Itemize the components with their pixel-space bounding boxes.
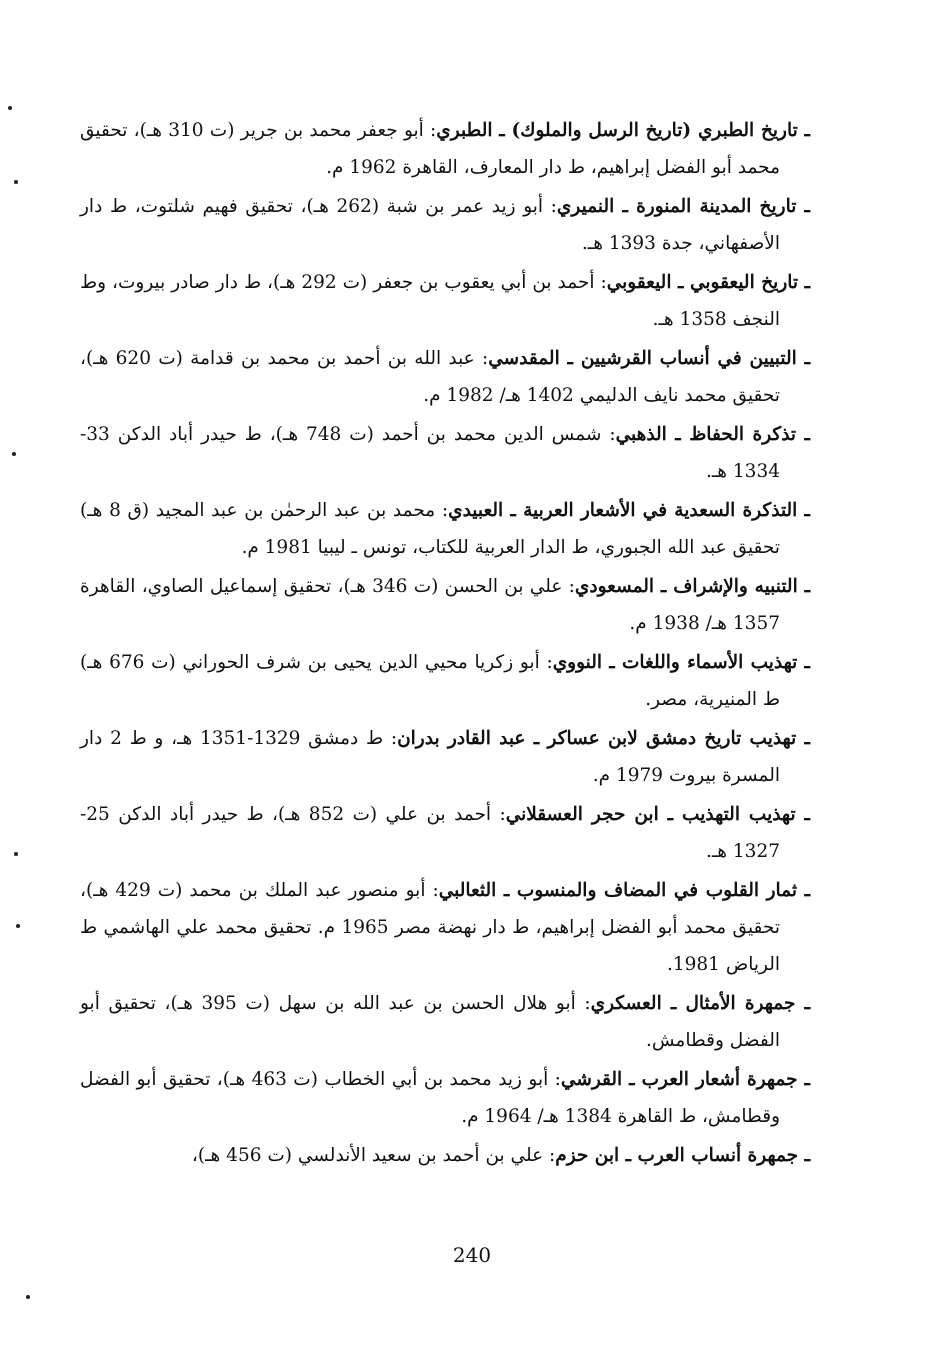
bibliography-entry: ـ تهذيب الأسماء واللغات ـ النووي: أبو زكريا محيي الدين يحيى بن شرف الحوراني (ت 676 هـ) ط المنيرية، مصر. bbox=[80, 652, 810, 710]
entry-title: جمهرة الأمثال bbox=[685, 993, 796, 1014]
page-number: 240 bbox=[452, 1243, 492, 1267]
entry-author: الطبري bbox=[436, 120, 493, 141]
bibliography-entry: ـ جمهرة الأمثال ـ العسكري: أبو هلال الحسن بن عبد الله بن سهل (ت 395 هـ)، تحقيق أبو الفضل وقطامش. bbox=[80, 993, 810, 1051]
entry-details: : شمس الدين محمد بن أحمد (ت 748 هـ)، ط حيدر أباد الدكن 33-1334 هـ. bbox=[80, 424, 780, 482]
bibliography-entry: ـ تاريخ المدينة المنورة ـ النميري: أبو زيد عمر بن شبة (262 هـ)، تحقيق فهيم شلتوت، ط دار الأصفهاني، جدة 1393 هـ. bbox=[80, 196, 810, 254]
bibliography-entry: ـ تهذيب التهذيب ـ ابن حجر العسقلاني: أحمد بن علي (ت 852 هـ)، ط حيدر أباد الدكن 25-1327 هـ. bbox=[80, 804, 810, 862]
entry-details: : أبو زيد عمر بن شبة (262 هـ)، تحقيق فهيم شلتوت، ط دار الأصفهاني، جدة 1393 هـ. bbox=[80, 196, 780, 254]
bibliography-entry: ـ جمهرة أنساب العرب ـ ابن حزم: علي بن أحمد بن سعيد الأندلسي (ت 456 هـ)، bbox=[191, 1145, 810, 1166]
entry-title: جمهرة أشعار العرب bbox=[641, 1069, 798, 1090]
entry-details: : ط دمشق 1329-1351 هـ، و ط 2 دار المسرة بيروت 1979 م. bbox=[80, 728, 780, 786]
scan-speck bbox=[16, 924, 20, 928]
entry-title: تاريخ الطبري (تاريخ الرسل والملوك) bbox=[511, 120, 798, 141]
entry-author: النميري bbox=[556, 196, 615, 217]
entry-author: ابن حزم bbox=[555, 1145, 620, 1166]
entry-author: المقدسي bbox=[488, 348, 560, 369]
bibliography-entry: ـ التذكرة السعدية في الأشعار العربية ـ العبيدي: محمد بن عبد الرحمٰن بن عبد المجيد (ق 8 هـ) تحقيق عبد الله الجبوري، ط الدار العربية للكتاب، تونس ـ ليبيا 1981 م. bbox=[80, 500, 810, 558]
scan-speck bbox=[12, 452, 16, 456]
entry-author: العبيدي bbox=[448, 500, 504, 521]
entry-details: : علي بن الحسن (ت 346 هـ)، تحقيق إسماعيل الصاوي، القاهرة 1357 هـ/ 1938 م. bbox=[80, 576, 780, 634]
entry-author: عبد القادر بدران bbox=[397, 728, 526, 749]
entry-author: المسعودي bbox=[574, 576, 655, 597]
entry-author: العسكري bbox=[590, 993, 662, 1014]
entry-title: تهذيب الأسماء واللغات bbox=[622, 652, 798, 673]
entry-title: تاريخ المدينة المنورة bbox=[636, 196, 797, 217]
entry-title: تهذيب التهذيب bbox=[682, 804, 796, 825]
entry-title: تاريخ اليعقوبي bbox=[689, 272, 799, 293]
entry-title: التنبيه والإشراف bbox=[673, 576, 798, 597]
entry-details: : علي بن أحمد بن سعيد الأندلسي (ت 456 هـ)، bbox=[191, 1145, 556, 1166]
entry-details: : أبو زيد محمد بن أبي الخطاب (ت 463 هـ)، تحقيق أبو الفضل وقطامش، ط القاهرة 1384 هـ/ 1964 م. bbox=[80, 1069, 780, 1127]
entry-details: : أبو منصور عبد الملك بن محمد (ت 429 هـ)، تحقيق محمد أبو الفضل إبراهيم، ط دار نهضة مصر 1965 م. تحقيق محمد علي الهاشمي ط الرياض 1981. bbox=[80, 880, 780, 975]
entry-author: الثعالبي bbox=[438, 880, 497, 901]
scan-speck bbox=[26, 1295, 30, 1299]
bibliography-entry: ـ التبيين في أنساب القرشيين ـ المقدسي: عبد الله بن أحمد بن محمد بن قدامة (ت 620 هـ)، تحقيق محمد نايف الدليمي 1402 هـ/ 1982 م. bbox=[80, 348, 811, 406]
bibliography-entry: ـ تهذيب تاريخ دمشق لابن عساكر ـ عبد القادر بدران: ط دمشق 1329-1351 هـ، و ط 2 دار المسرة بيروت 1979 م. bbox=[80, 728, 810, 786]
entry-details: : أحمد بن أبي يعقوب بن جعفر (ت 292 هـ)، ط دار صادر بيروت، وط النجف 1358 هـ. bbox=[80, 272, 780, 330]
scan-speck bbox=[14, 852, 18, 856]
entry-author: ابن حجر العسقلاني bbox=[505, 804, 659, 825]
entry-details: : أحمد بن علي (ت 852 هـ)، ط حيدر أباد الدكن 25-1327 هـ. bbox=[80, 804, 780, 862]
entry-author: النووي bbox=[552, 652, 603, 673]
entry-details: : محمد بن عبد الرحمٰن بن عبد المجيد (ق 8 هـ) تحقيق عبد الله الجبوري، ط الدار العربية للكتاب، تونس ـ ليبيا 1981 م. bbox=[80, 500, 780, 558]
bibliography-entry: ـ ثمار القلوب في المضاف والمنسوب ـ الثعالبي: أبو منصور عبد الملك بن محمد (ت 429 هـ)، تحقيق محمد أبو الفضل إبراهيم، ط دار نهضة مصر 1965 م. تحقيق محمد علي الهاشمي ط الرياض 1981. bbox=[80, 880, 810, 975]
entry-author: الذهبي bbox=[615, 424, 667, 445]
scan-speck bbox=[8, 106, 12, 110]
entry-title: تهذيب تاريخ دمشق لابن عساكر bbox=[547, 728, 797, 749]
entry-title: جمهرة أنساب العرب bbox=[637, 1145, 799, 1166]
bibliography-entry: ـ جمهرة أشعار العرب ـ القرشي: أبو زيد محمد بن أبي الخطاب (ت 463 هـ)، تحقيق أبو الفضل وقطامش، ط القاهرة 1384 هـ/ 1964 م. bbox=[80, 1069, 810, 1127]
bibliography-entry: ـ تذكرة الحفاظ ـ الذهبي: شمس الدين محمد بن أحمد (ت 748 هـ)، ط حيدر أباد الدكن 33-1334 هـ. bbox=[80, 424, 810, 482]
entry-details: : عبد الله بن أحمد بن محمد بن قدامة (ت 620 هـ)، تحقيق محمد نايف الدليمي 1402 هـ/ 1982 م. bbox=[80, 348, 780, 406]
bibliography-entry: ـ تاريخ اليعقوبي ـ اليعقوبي: أحمد بن أبي يعقوب بن جعفر (ت 292 هـ)، ط دار صادر بيروت، وط النجف 1358 هـ. bbox=[80, 272, 810, 330]
entry-details: : أبو زكريا محيي الدين يحيى بن شرف الحوراني (ت 676 هـ) ط المنيرية، مصر. bbox=[80, 652, 780, 710]
entry-author: اليعقوبي bbox=[606, 272, 672, 293]
entry-author: القرشي bbox=[560, 1069, 623, 1090]
entry-title: تذكرة الحفاظ bbox=[689, 424, 797, 445]
entry-details: : أبو هلال الحسن بن عبد الله بن سهل (ت 395 هـ)، تحقيق أبو الفضل وقطامش. bbox=[80, 993, 780, 1051]
scan-speck bbox=[14, 180, 18, 184]
entry-details: : أبو جعفر محمد بن جرير (ت 310 هـ)، تحقيق محمد أبو الفضل إبراهيم، ط دار المعارف، القاهرة 1962 م. bbox=[80, 120, 780, 178]
bibliography-entry: ـ التنبيه والإشراف ـ المسعودي: علي بن الحسن (ت 346 هـ)، تحقيق إسماعيل الصاوي، القاهرة 1357 هـ/ 1938 م. bbox=[80, 576, 810, 634]
bibliography-page bbox=[80, 112, 810, 1176]
entry-title: ثمار القلوب في المضاف والمنسوب bbox=[516, 880, 797, 901]
entry-title: التبيين في أنساب القرشيين bbox=[580, 348, 797, 369]
entry-title: التذكرة السعدية في الأشعار العربية bbox=[523, 500, 798, 521]
bibliography-entry: ـ تاريخ الطبري (تاريخ الرسل والملوك) ـ الطبري: أبو جعفر محمد بن جرير (ت 310 هـ)، تحقيق محمد أبو الفضل إبراهيم، ط دار المعارف، القاهرة 1962 م. bbox=[80, 120, 810, 178]
